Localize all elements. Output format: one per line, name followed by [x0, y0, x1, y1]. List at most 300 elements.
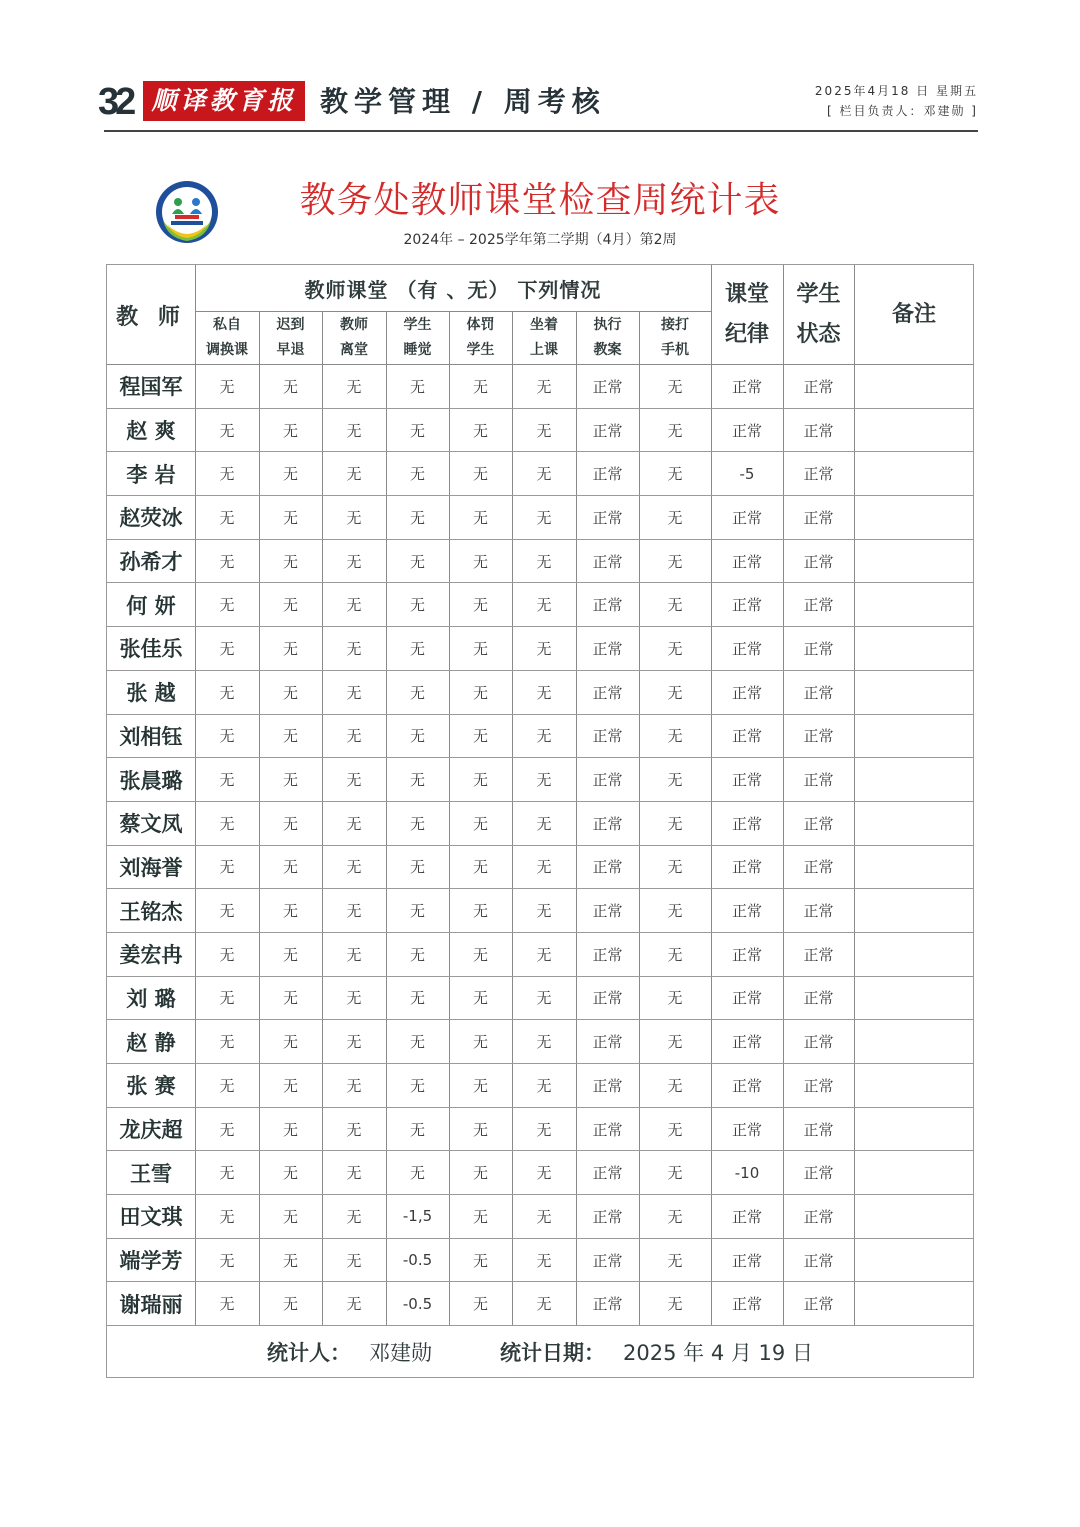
- grid-line: [639, 409, 640, 452]
- grid-line: [386, 671, 387, 714]
- grid-line: [639, 540, 640, 583]
- grid-line: [783, 846, 784, 889]
- table-cell: 无: [282, 508, 298, 527]
- table-cell-status: 正常: [803, 1164, 834, 1183]
- grid-line: [386, 365, 387, 408]
- grid-line: [711, 1151, 712, 1194]
- grid-line: [639, 452, 640, 495]
- table-cell: 正常: [592, 727, 623, 746]
- grid-line: [195, 1020, 196, 1063]
- table-cell: 无: [219, 465, 235, 484]
- grid-line: [576, 802, 577, 845]
- grid-line: [854, 846, 855, 889]
- grid-line: [639, 311, 640, 364]
- grid-line: [195, 540, 196, 583]
- table-cell-discipline: 正常: [731, 683, 762, 702]
- teacher-name: 刘海誉: [119, 855, 183, 880]
- grid-line: [449, 1020, 450, 1063]
- grid-line: [783, 496, 784, 539]
- table-cell: 无: [409, 683, 425, 702]
- table-row: [107, 409, 973, 453]
- school-emblem-icon: [153, 180, 221, 244]
- table-cell-status: 正常: [803, 1033, 834, 1052]
- table-cell-discipline: 正常: [731, 552, 762, 571]
- table-cell: 无: [346, 902, 362, 921]
- table-cell-status: 正常: [803, 1207, 834, 1226]
- grid-line: [322, 1282, 323, 1325]
- grid-line: [512, 540, 513, 583]
- table-cell-discipline: 正常: [731, 377, 762, 396]
- table-cell-status: 正常: [803, 771, 834, 790]
- table-row: [107, 1151, 973, 1195]
- header-subcolumn: 接打 手机: [661, 317, 689, 358]
- grid-line: [449, 627, 450, 670]
- teacher-name: 王雪: [130, 1161, 172, 1186]
- table-cell: 无: [472, 1076, 488, 1095]
- grid-line: [783, 1108, 784, 1151]
- grid-line: [854, 409, 855, 452]
- grid-line: [259, 627, 260, 670]
- grid-line: [195, 1151, 196, 1194]
- teacher-name: 赵 静: [126, 1030, 176, 1055]
- grid-line: [512, 889, 513, 932]
- grid-line: [854, 889, 855, 932]
- grid-line: [783, 1151, 784, 1194]
- grid-line: [783, 583, 784, 626]
- table-cell: 无: [536, 1295, 552, 1314]
- table-cell: 正常: [592, 596, 623, 615]
- table-cell: 无: [667, 1251, 683, 1270]
- grid-line: [639, 627, 640, 670]
- table-cell-status: 正常: [803, 639, 834, 658]
- header-remarks: 备注: [891, 302, 936, 327]
- teacher-name: 孙希才: [119, 550, 183, 575]
- table-cell-discipline: 正常: [731, 421, 762, 440]
- grid-line: [386, 627, 387, 670]
- grid-line: [195, 627, 196, 670]
- grid-line: [259, 452, 260, 495]
- table-cell: 正常: [592, 421, 623, 440]
- table-cell-status: 正常: [803, 552, 834, 571]
- table-cell: 无: [282, 1207, 298, 1226]
- grid-line: [322, 802, 323, 845]
- teacher-name: 田文琪: [119, 1205, 183, 1230]
- table-cell-discipline: 正常: [731, 771, 762, 790]
- grid-line: [711, 265, 712, 364]
- grid-line: [322, 758, 323, 801]
- table-cell: 正常: [592, 552, 623, 571]
- table-cell: 正常: [592, 814, 623, 833]
- newspaper-brand: 顺译教育报: [143, 81, 305, 121]
- table-cell: 无: [667, 1295, 683, 1314]
- table-row: [107, 1064, 973, 1108]
- grid-line: [386, 1020, 387, 1063]
- teacher-name: 刘相钰: [119, 724, 183, 749]
- table-cell: 无: [282, 727, 298, 746]
- grid-line: [854, 977, 855, 1020]
- grid-line: [322, 1064, 323, 1107]
- grid-line: [449, 452, 450, 495]
- grid-line: [711, 933, 712, 976]
- table-body: [107, 365, 973, 1326]
- table-cell: 无: [472, 508, 488, 527]
- grid-line: [386, 409, 387, 452]
- grid-line: [449, 889, 450, 932]
- table-cell: 无: [536, 1120, 552, 1139]
- table-cell: 无: [536, 989, 552, 1008]
- grid-line: [195, 265, 196, 364]
- table-cell: 无: [667, 639, 683, 658]
- grid-line: [259, 311, 260, 364]
- table-cell-discipline: 正常: [731, 945, 762, 964]
- table-cell: 无: [667, 771, 683, 790]
- table-cell: 无: [346, 465, 362, 484]
- grid-line: [783, 802, 784, 845]
- grid-line: [259, 1020, 260, 1063]
- grid-line: [854, 452, 855, 495]
- table-cell: 正常: [592, 639, 623, 658]
- table-cell: 无: [346, 1207, 362, 1226]
- grid-line: [322, 311, 323, 364]
- grid-line: [639, 1020, 640, 1063]
- table-cell: 无: [536, 858, 552, 877]
- table-cell: 正常: [592, 1164, 623, 1183]
- grid-line: [783, 409, 784, 452]
- grid-line: [512, 409, 513, 452]
- grid-line: [783, 365, 784, 408]
- grid-line: [259, 583, 260, 626]
- table-cell: 无: [346, 1033, 362, 1052]
- grid-line: [195, 933, 196, 976]
- table-cell: 无: [536, 1033, 552, 1052]
- table-cell: 无: [472, 377, 488, 396]
- table-cell: 无: [667, 552, 683, 571]
- grid-line: [639, 933, 640, 976]
- grid-line: [576, 889, 577, 932]
- grid-line: [386, 1108, 387, 1151]
- grid-line: [576, 1195, 577, 1238]
- issue-meta: [815, 81, 978, 121]
- table-cell-status: 正常: [803, 377, 834, 396]
- table-cell: 无: [667, 421, 683, 440]
- grid-line: [195, 977, 196, 1020]
- table-cell: 无: [219, 858, 235, 877]
- grid-line: [783, 1064, 784, 1107]
- table-cell-discipline: 正常: [731, 1033, 762, 1052]
- table-row: [107, 977, 973, 1021]
- grid-line: [576, 311, 577, 364]
- table-cell-remarks: [854, 846, 974, 889]
- table-cell: 无: [472, 683, 488, 702]
- table-cell: 无: [346, 1164, 362, 1183]
- table-cell: 正常: [592, 1295, 623, 1314]
- grid-line: [854, 1239, 855, 1282]
- table-cell: 无: [219, 377, 235, 396]
- table-cell: 无: [346, 727, 362, 746]
- table-row: [107, 715, 973, 759]
- grid-line: [854, 627, 855, 670]
- table-cell: 无: [282, 814, 298, 833]
- table-cell: 无: [219, 771, 235, 790]
- grid-line: [449, 758, 450, 801]
- table-cell: 无: [667, 377, 683, 396]
- grid-line: [449, 1239, 450, 1282]
- table-cell: 正常: [592, 1076, 623, 1095]
- grid-line: [322, 540, 323, 583]
- grid-line: [512, 1151, 513, 1194]
- grid-line: [576, 1282, 577, 1325]
- grid-line: [711, 846, 712, 889]
- grid-line: [639, 1282, 640, 1325]
- grid-line: [854, 583, 855, 626]
- table-cell: 无: [282, 421, 298, 440]
- table-cell: 无: [219, 552, 235, 571]
- table-cell: 无: [346, 683, 362, 702]
- table-row: [107, 1108, 973, 1152]
- table-cell-status: 正常: [803, 596, 834, 615]
- table-cell: 无: [409, 377, 425, 396]
- grid-line: [854, 365, 855, 408]
- table-row: [107, 933, 973, 977]
- table-cell: 正常: [592, 1251, 623, 1270]
- grid-line: [322, 933, 323, 976]
- grid-line: [576, 496, 577, 539]
- table-cell: 无: [219, 989, 235, 1008]
- grid-line: [449, 540, 450, 583]
- teacher-name: 赵 爽: [126, 419, 176, 444]
- grid-line: [322, 977, 323, 1020]
- grid-line: [576, 1239, 577, 1282]
- table-cell: -0.5: [402, 1251, 433, 1270]
- masthead-divider: [104, 130, 978, 132]
- grid-line: [576, 409, 577, 452]
- table-cell: 无: [282, 1295, 298, 1314]
- grid-line: [195, 1064, 196, 1107]
- table-cell: 无: [346, 639, 362, 658]
- table-cell: 无: [472, 858, 488, 877]
- grid-line: [639, 802, 640, 845]
- table-cell: 无: [472, 639, 488, 658]
- grid-line: [512, 758, 513, 801]
- table-cell: 无: [409, 727, 425, 746]
- header-subcolumn: 迟到 早退: [276, 317, 305, 358]
- table-cell: 无: [667, 1120, 683, 1139]
- grid-line: [259, 846, 260, 889]
- table-cell-remarks: [854, 1064, 974, 1107]
- table-cell: 无: [409, 639, 425, 658]
- table-cell: 无: [219, 683, 235, 702]
- table-cell-remarks: [854, 583, 974, 626]
- table-cell: 无: [282, 989, 298, 1008]
- grid-line: [195, 846, 196, 889]
- table-cell-remarks: [854, 889, 974, 932]
- grid-line: [512, 715, 513, 758]
- table-cell: 正常: [592, 377, 623, 396]
- grid-line: [386, 1195, 387, 1238]
- table-cell: 无: [667, 596, 683, 615]
- table-cell: 无: [667, 465, 683, 484]
- grid-line: [854, 1282, 855, 1325]
- table-cell: 无: [282, 945, 298, 964]
- grid-line: [711, 977, 712, 1020]
- grid-line: [711, 583, 712, 626]
- grid-line: [854, 496, 855, 539]
- teacher-name: 张 赛: [126, 1074, 176, 1099]
- table-cell: 无: [667, 1076, 683, 1095]
- header-student-status: 学生 状态: [796, 282, 841, 347]
- table-cell: 无: [346, 552, 362, 571]
- table-cell-discipline: 正常: [731, 902, 762, 921]
- page-number: 32: [98, 81, 133, 123]
- table-cell: 正常: [592, 989, 623, 1008]
- table-cell-remarks: [854, 627, 974, 670]
- table-cell: 无: [409, 421, 425, 440]
- section-title: 教学管理 / 周考核: [320, 85, 606, 118]
- grid-line: [449, 1108, 450, 1151]
- table-cell: 无: [219, 1120, 235, 1139]
- table-cell: 无: [282, 902, 298, 921]
- table-cell: 无: [472, 727, 488, 746]
- grid-line: [639, 1195, 640, 1238]
- grid-line: [639, 583, 640, 626]
- grid-line: [449, 365, 450, 408]
- table-cell-remarks: [854, 1239, 974, 1282]
- grid-line: [576, 846, 577, 889]
- table-cell-remarks: [854, 671, 974, 714]
- grid-line: [711, 671, 712, 714]
- stat-date-label: 统计日期：: [500, 1340, 606, 1365]
- grid-line: [512, 1108, 513, 1151]
- header-subcolumn: 坐着 上课: [530, 317, 558, 358]
- table-cell: 无: [409, 1164, 425, 1183]
- table-cell: 无: [536, 945, 552, 964]
- table-cell: 无: [409, 552, 425, 571]
- grid-line: [783, 265, 784, 364]
- table-cell-remarks: [854, 933, 974, 976]
- grid-line: [386, 583, 387, 626]
- table-cell-remarks: [854, 1282, 974, 1325]
- table-cell: 无: [346, 421, 362, 440]
- table-cell: 无: [667, 1033, 683, 1052]
- table-cell: -1,5: [402, 1207, 433, 1226]
- grid-line: [576, 365, 577, 408]
- table-cell: 正常: [592, 771, 623, 790]
- table-cell: 无: [409, 1120, 425, 1139]
- table-cell: 无: [219, 1295, 235, 1314]
- table-cell: 无: [536, 552, 552, 571]
- table-cell: 无: [667, 1207, 683, 1226]
- table-cell: 无: [667, 945, 683, 964]
- table-cell: 正常: [592, 902, 623, 921]
- grid-line: [512, 1282, 513, 1325]
- grid-line: [783, 1282, 784, 1325]
- table-cell: 无: [346, 1251, 362, 1270]
- grid-line: [449, 933, 450, 976]
- grid-line: [449, 1282, 450, 1325]
- grid-line: [195, 758, 196, 801]
- table-cell: 无: [536, 596, 552, 615]
- teacher-name: 王铭杰: [119, 899, 183, 924]
- table-cell-remarks: [854, 409, 974, 452]
- grid-line: [322, 1239, 323, 1282]
- grid-line: [711, 496, 712, 539]
- grid-line: [576, 715, 577, 758]
- document-title: 教务处教师课堂检查周统计表: [299, 180, 781, 221]
- grid-line: [195, 409, 196, 452]
- grid-line: [711, 715, 712, 758]
- grid-line: [711, 1064, 712, 1107]
- table-cell: 无: [472, 771, 488, 790]
- table-cell: 无: [346, 508, 362, 527]
- table-cell: 无: [409, 1076, 425, 1095]
- grid-line: [512, 452, 513, 495]
- grid-line: [259, 1151, 260, 1194]
- grid-line: [449, 1151, 450, 1194]
- grid-line: [449, 496, 450, 539]
- header-subcolumn: 学生 睡觉: [403, 317, 432, 358]
- grid-line: [386, 889, 387, 932]
- table-cell: 无: [472, 902, 488, 921]
- table-row: [107, 1020, 973, 1064]
- table-cell-remarks: [854, 365, 974, 408]
- table-cell: 无: [346, 771, 362, 790]
- grid-line: [195, 1239, 196, 1282]
- table-cell: 无: [409, 465, 425, 484]
- table-cell: 无: [219, 727, 235, 746]
- table-cell: 正常: [592, 858, 623, 877]
- table-row: [107, 496, 973, 540]
- grid-line: [711, 802, 712, 845]
- table-cell: 无: [282, 1164, 298, 1183]
- grid-line: [259, 758, 260, 801]
- table-cell: 无: [536, 639, 552, 658]
- table-cell: 正常: [592, 1033, 623, 1052]
- table-cell-remarks: [854, 452, 974, 495]
- table-cell-discipline: 正常: [731, 1076, 762, 1095]
- grid-line: [195, 583, 196, 626]
- grid-line: [259, 496, 260, 539]
- table-cell-status: 正常: [803, 858, 834, 877]
- grid-line: [259, 802, 260, 845]
- table-cell: 无: [536, 1076, 552, 1095]
- header-subcolumn: 私自 调换课: [206, 317, 248, 358]
- table-cell: 无: [346, 814, 362, 833]
- grid-line: [195, 1195, 196, 1238]
- grid-line: [512, 977, 513, 1020]
- document-subtitle: 2024年 – 2025学年第二学期（4月）第2周: [403, 232, 677, 248]
- grid-line: [639, 365, 640, 408]
- grid-line: [449, 583, 450, 626]
- grid-line: [259, 540, 260, 583]
- header-subcolumn: 教师 离堂: [340, 317, 368, 358]
- grid-line: [576, 1064, 577, 1107]
- grid-line: [711, 1020, 712, 1063]
- teacher-name: 龙庆超: [119, 1118, 183, 1143]
- teacher-name: 端学芳: [119, 1249, 183, 1274]
- grid-line: [711, 1195, 712, 1238]
- table-cell: 无: [472, 814, 488, 833]
- table-row: [107, 1282, 973, 1326]
- grid-line: [783, 540, 784, 583]
- grid-line: [449, 977, 450, 1020]
- table-cell: 无: [472, 945, 488, 964]
- table-cell: 无: [536, 377, 552, 396]
- table-cell-status: 正常: [803, 902, 834, 921]
- table-cell: 无: [219, 1251, 235, 1270]
- table-row: [107, 802, 973, 846]
- table-footer: [107, 1326, 973, 1377]
- grid-line: [639, 758, 640, 801]
